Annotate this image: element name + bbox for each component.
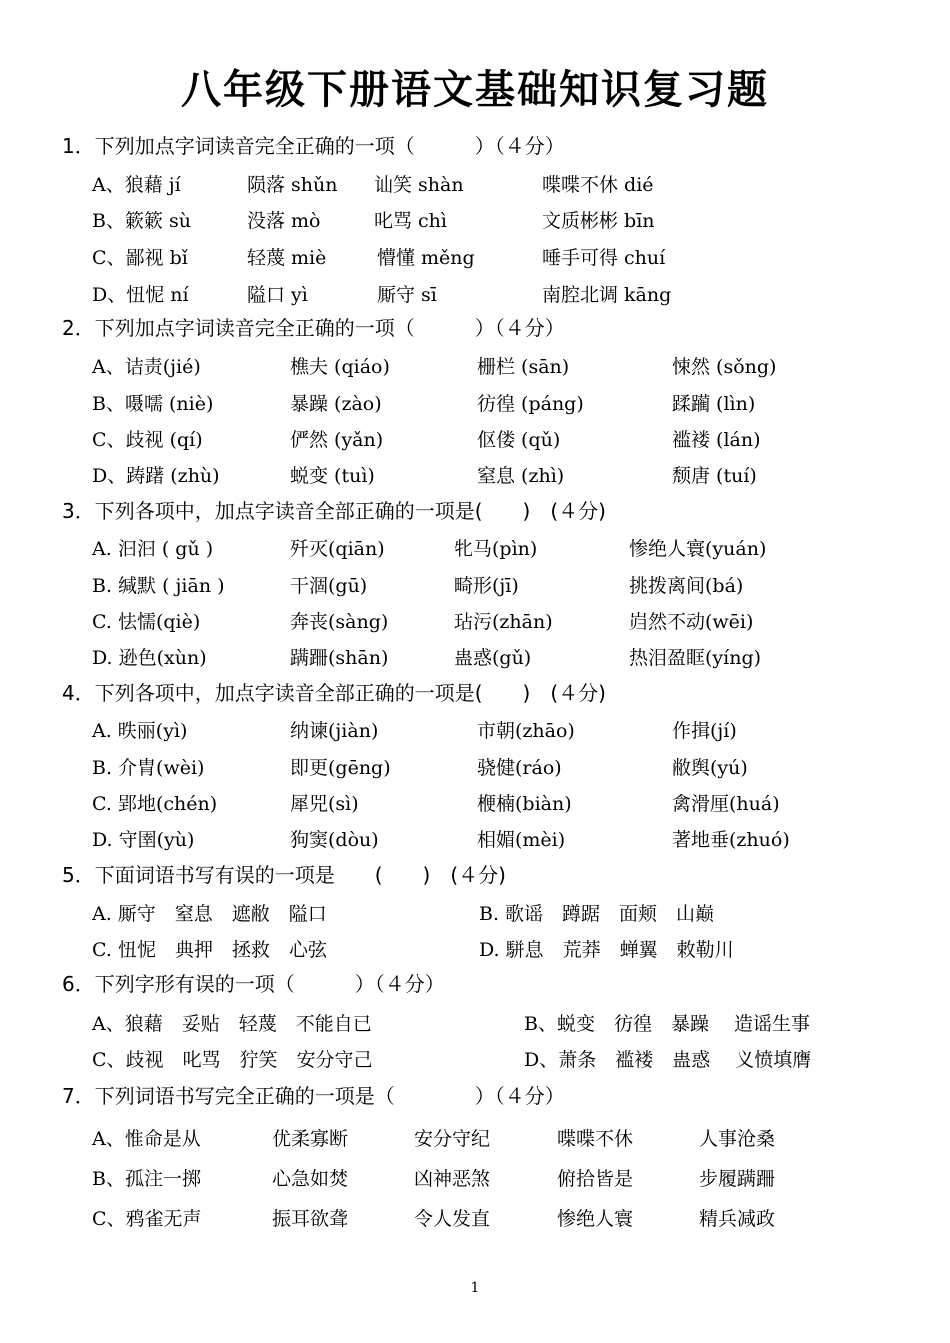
question-6-options-ab xyxy=(92,1009,892,1039)
question-2-option-c xyxy=(92,425,892,455)
option-cell: A、诘责(jié) xyxy=(92,356,201,378)
question-1-option-c xyxy=(92,243,892,273)
option-cell: A、惟命是从 xyxy=(92,1128,201,1150)
option-cell: 南腔北调 kāng xyxy=(542,284,672,306)
option-cell: 蜕变 (tuì) xyxy=(290,465,375,487)
option-cell: 即更(gēng) xyxy=(290,757,391,779)
option-cell: 颓唐 (tuí) xyxy=(672,465,757,487)
page-title: 八年级下册语文基础知识复习题 xyxy=(181,67,769,113)
question-4-option-d xyxy=(92,825,892,855)
question-4-option-b xyxy=(92,753,892,783)
option-cell: 热泪盈眶(yíng) xyxy=(629,647,762,669)
question-7-option-b xyxy=(92,1164,892,1194)
option-cell: 俨然 (yǎn) xyxy=(290,429,384,451)
option-cell: 骁健(ráo) xyxy=(477,757,562,779)
question-3-option-a xyxy=(92,534,892,564)
option-cell: 敝舆(yú) xyxy=(672,757,748,779)
option-cell: 纳谏(jiàn) xyxy=(290,720,379,742)
question-3-stem: 3．下列各项中，加点字读音全部正确的一项是( ) (４分) xyxy=(62,499,606,523)
option-cell: 玷污(zhān) xyxy=(454,611,553,633)
question-1-stem: 1．下列加点字词读音完全正确的一项（ ）（４分） xyxy=(62,134,565,158)
option-cell: 市朝(zhāo) xyxy=(477,720,575,742)
option-cell: 楩楠(biàn) xyxy=(477,793,572,815)
option-cell: 惨绝人寰 xyxy=(557,1208,634,1230)
option-cell: D. 守圉(yù) xyxy=(92,829,195,851)
question-4-stem: 4．下列各项中，加点字读音全部正确的一项是( ) (４分) xyxy=(62,681,606,705)
question-4-option-a xyxy=(92,716,892,746)
option-cell: 唾手可得 chuí xyxy=(542,247,666,269)
option-cell: 狗窦(dòu) xyxy=(290,829,379,851)
option-cell: 隘口 yì xyxy=(247,284,308,306)
option-cell: A、狼藉 jí xyxy=(92,174,181,196)
option-cell: B. 歌谣 蹲踞 面颊 山巅 xyxy=(479,903,715,925)
option-cell: B. 介胄(wèi) xyxy=(92,757,205,779)
option-cell: B. 缄默 ( jiān ) xyxy=(92,575,225,597)
option-cell: A. 昳丽(yì) xyxy=(92,720,188,742)
option-cell: 安分守纪 xyxy=(414,1128,491,1150)
question-3-option-c xyxy=(92,607,892,637)
question-5-options-cd xyxy=(92,935,892,965)
option-cell: 喋喋不休 dié xyxy=(542,174,654,196)
option-cell: 栅栏 (sān) xyxy=(477,356,570,378)
option-cell: 厮守 sī xyxy=(377,284,437,306)
option-cell: 精兵减政 xyxy=(699,1208,776,1230)
option-cell: 窒息 (zhì) xyxy=(477,465,565,487)
option-cell: D、忸怩 ní xyxy=(92,284,189,306)
option-cell: 彷徨 (páng) xyxy=(477,393,584,415)
option-cell: 讪笑 shàn xyxy=(374,174,464,196)
option-cell: 干涸(gū) xyxy=(290,575,368,597)
option-cell: 挑拨离间(bá) xyxy=(629,575,744,597)
option-cell: 畸形(jī) xyxy=(454,575,519,597)
option-cell: 人事沧桑 xyxy=(699,1128,776,1150)
option-cell: B、嗫嚅 (niè) xyxy=(92,393,214,415)
option-cell: 蹒跚(shān) xyxy=(290,647,389,669)
option-cell: B、簌簌 sù xyxy=(92,210,191,232)
option-cell: 蹂躏 (lìn) xyxy=(672,393,756,415)
option-cell: 懵懂 měng xyxy=(377,247,475,269)
option-cell: 蛊惑(gǔ) xyxy=(454,647,532,669)
question-2-option-b xyxy=(92,389,892,419)
option-cell: D、萧条 褴褛 蛊惑 义愤填膺 xyxy=(524,1049,812,1071)
question-6-options-cd xyxy=(92,1045,892,1075)
option-cell: 樵夫 (qiáo) xyxy=(290,356,390,378)
option-cell: 心急如焚 xyxy=(272,1168,349,1190)
option-cell: 奔丧(sàng) xyxy=(290,611,389,633)
question-3-option-d xyxy=(92,643,892,673)
question-1-option-d xyxy=(92,280,892,310)
question-6-stem: 6．下列字形有误的一项（ ）（４分） xyxy=(62,972,445,996)
question-3-option-b xyxy=(92,571,892,601)
question-2-option-d xyxy=(92,461,892,491)
option-cell: A、狼藉 妥贴 轻蔑 不能自已 xyxy=(92,1013,372,1035)
option-cell: 凶神恶煞 xyxy=(414,1168,491,1190)
question-4-option-c xyxy=(92,789,892,819)
option-cell: 文质彬彬 bīn xyxy=(542,210,655,232)
option-cell: A. 厮守 窒息 遮敝 隘口 xyxy=(92,903,327,925)
option-cell: 作揖(jí) xyxy=(672,720,737,742)
question-1-option-a xyxy=(92,170,892,200)
option-cell: 暴躁 (zào) xyxy=(290,393,382,415)
option-cell: A. 汩汩 ( gǔ ) xyxy=(92,538,214,560)
option-cell: 叱骂 chì xyxy=(374,210,447,232)
option-cell: 著地垂(zhuó) xyxy=(672,829,790,851)
option-cell: 步履蹒跚 xyxy=(699,1168,776,1190)
option-cell: D. 逊色(xùn) xyxy=(92,647,207,669)
option-cell: 没落 mò xyxy=(247,210,321,232)
option-cell: 惨绝人寰(yuán) xyxy=(629,538,767,560)
question-7-option-c xyxy=(92,1204,892,1234)
option-cell: 相媚(mèi) xyxy=(477,829,566,851)
question-2-stem: 2．下列加点字词读音完全正确的一项（ ）（４分） xyxy=(62,316,565,340)
option-cell: 禽滑厘(huá) xyxy=(672,793,780,815)
question-5-stem: 5．下面词语书写有误的一项是 ( ) (４分) xyxy=(62,863,506,887)
option-cell: 俯拾皆是 xyxy=(557,1168,634,1190)
question-5-options-ab xyxy=(92,899,892,929)
option-cell: 令人发直 xyxy=(414,1208,491,1230)
question-7-option-a xyxy=(92,1124,892,1154)
option-cell: 喋喋不休 xyxy=(557,1128,634,1150)
option-cell: 歼灭(qiān) xyxy=(290,538,385,560)
option-cell: D. 駢息 荒莽 蝉翼 敕勒川 xyxy=(479,939,734,961)
option-cell: B、蜕变 彷徨 暴躁 造谣生事 xyxy=(524,1013,811,1035)
option-cell: 优柔寡断 xyxy=(272,1128,349,1150)
question-7-stem: 7．下列词语书写完全正确的一项是（ ）（４分） xyxy=(62,1084,565,1108)
option-cell: 岿然不动(wēi) xyxy=(629,611,754,633)
option-cell: D、踌躇 (zhù) xyxy=(92,465,220,487)
option-cell: 褴褛 (lán) xyxy=(672,429,761,451)
option-cell: 陨落 shǔn xyxy=(247,174,338,196)
option-cell: 牝马(pìn) xyxy=(454,538,538,560)
question-2-option-a xyxy=(92,352,892,382)
option-cell: C、鸦雀无声 xyxy=(92,1208,202,1230)
option-cell: C. 郢地(chén) xyxy=(92,793,218,815)
option-cell: C、歧视 (qí) xyxy=(92,429,203,451)
option-cell: 悚然 (sǒng) xyxy=(672,356,777,378)
option-cell: 轻蔑 miè xyxy=(247,247,327,269)
option-cell: 犀兕(sì) xyxy=(290,793,359,815)
option-cell: 伛偻 (qǔ) xyxy=(477,429,561,451)
option-cell: C. 怯懦(qiè) xyxy=(92,611,201,633)
option-cell: C. 忸怩 典押 拯救 心弦 xyxy=(92,939,327,961)
option-cell: 振耳欲聋 xyxy=(272,1208,349,1230)
option-cell: C、鄙视 bǐ xyxy=(92,247,188,269)
question-1-option-b xyxy=(92,206,892,236)
page-number: 1 xyxy=(470,1280,480,1296)
option-cell: C、歧视 叱骂 狞笑 安分守己 xyxy=(92,1049,373,1071)
option-cell: B、孤注一掷 xyxy=(92,1168,201,1190)
